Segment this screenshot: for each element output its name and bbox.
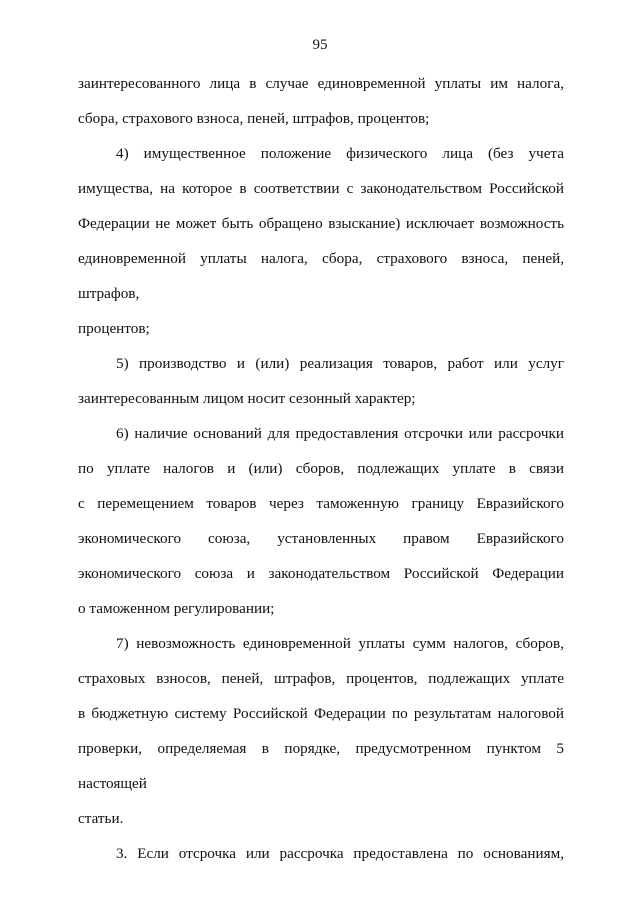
- text-line: 4) имущественное положение физического лица (без учета: [116, 145, 564, 162]
- text-line: 5) производство и (или) реализация товаров, работ или услуг: [116, 355, 564, 372]
- paragraph-continuation: [78, 66, 564, 136]
- text-line: по уплате налогов и (или) сборов, подлежащих уплате в связи: [78, 460, 564, 477]
- text-line: 6) наличие оснований для предоставления отсрочки или рассрочки: [116, 425, 564, 442]
- text-line: сбора, страхового взноса, пеней, штрафов, процентов;: [78, 110, 430, 127]
- paragraph-item-4: [78, 136, 564, 346]
- text-line: страховых взносов, пеней, штрафов, процентов, подлежащих уплате: [78, 670, 564, 687]
- page-number: 95: [312, 37, 328, 53]
- paragraph-item-5: [78, 346, 564, 416]
- text-line: заинтересованного лица в случае единовременной уплаты им налога,: [78, 75, 564, 92]
- text-line: экономического союза, установленных правом Евразийского: [78, 530, 564, 547]
- paragraph-point-3: [78, 836, 564, 871]
- paragraph-item-7: [78, 626, 564, 836]
- text-line: экономического союза и законодательством Российской Федерации: [78, 565, 564, 582]
- document-body: [78, 66, 564, 871]
- text-line: имущества, на которое в соответствии с законодательством Российской: [78, 180, 564, 197]
- text-line: в бюджетную систему Российской Федерации по результатам налоговой: [78, 705, 564, 722]
- text-line: Федерации не может быть обращено взыскание) исключает возможность: [78, 215, 564, 232]
- text-line: 3. Если отсрочка или рассрочка предоставлена по основаниям,: [116, 845, 564, 862]
- text-line: о таможенном регулировании;: [78, 600, 275, 617]
- text-line: 7) невозможность единовременной уплаты сумм налогов, сборов,: [116, 635, 564, 652]
- text-line: статьи.: [78, 810, 124, 827]
- text-line: процентов;: [78, 320, 150, 337]
- text-line: с перемещением товаров через таможенную границу Евразийского: [78, 495, 564, 512]
- text-line: проверки, определяемая в порядке, предусмотренном пунктом 5 настоящей: [78, 740, 564, 792]
- paragraph-item-6: [78, 416, 564, 626]
- text-line: заинтересованным лицом носит сезонный характер;: [78, 390, 416, 407]
- text-line: единовременной уплаты налога, сбора, страхового взноса, пеней, штрафов,: [78, 250, 564, 302]
